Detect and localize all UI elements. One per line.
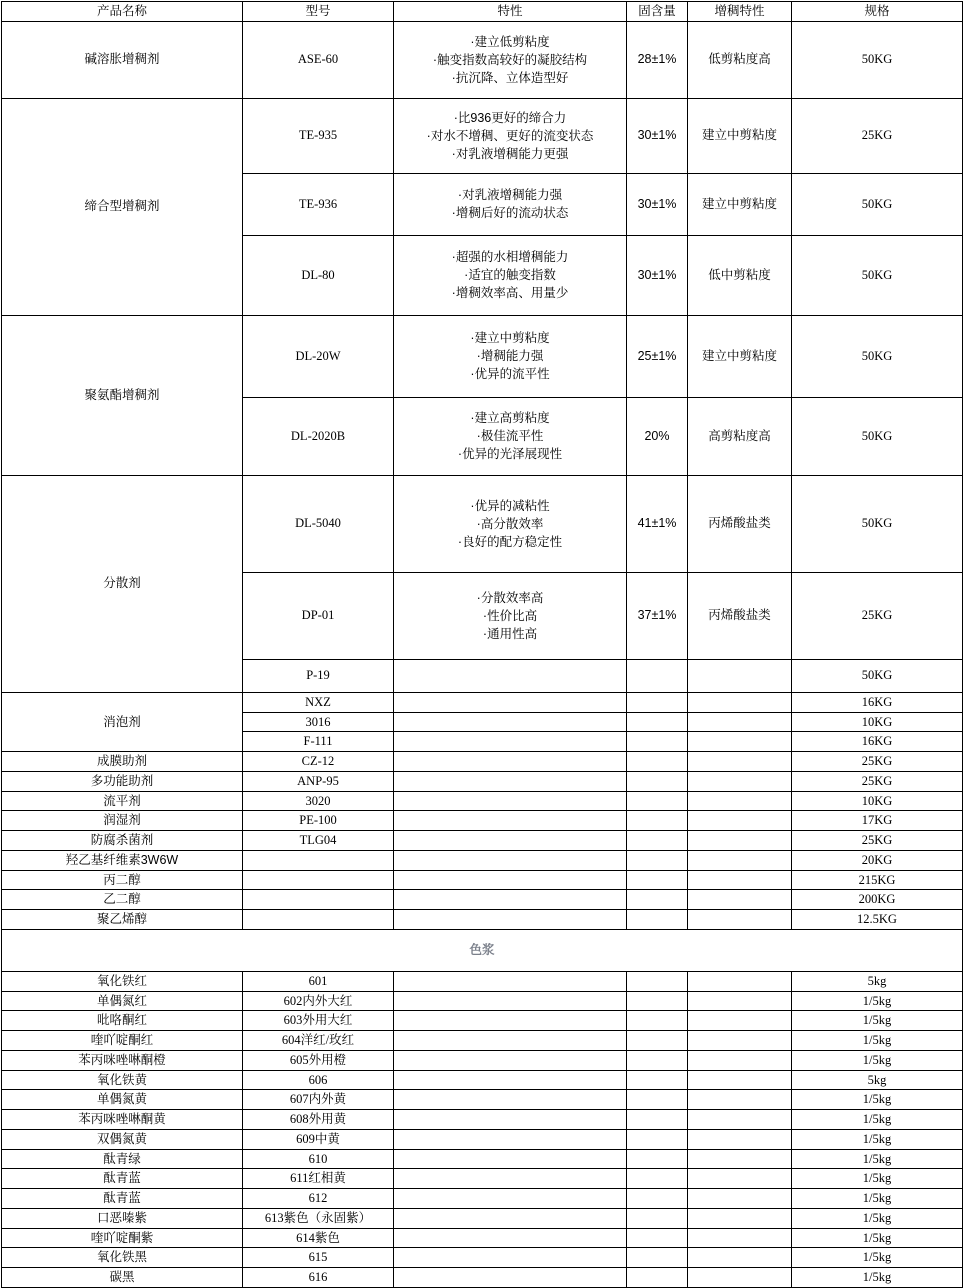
- features-cell: [394, 1090, 627, 1110]
- table-row: [2, 1268, 963, 1288]
- spec-cell: 1/5kg: [792, 1090, 963, 1110]
- model-cell: 601: [243, 971, 394, 991]
- product-group-cell: 成膜助剂: [2, 752, 243, 772]
- feature-list: [396, 589, 624, 643]
- table-row: [2, 1011, 963, 1031]
- product-table: [1, 1, 963, 1288]
- solid-content-cell: [627, 732, 688, 752]
- feature-line: ·建立高剪粘度: [470, 411, 550, 426]
- thicken-property-cell: [688, 831, 792, 851]
- feature-list: [396, 33, 624, 87]
- solid-content-cell: 28±1%: [627, 21, 688, 98]
- features-cell: [394, 572, 627, 659]
- model-cell: 611红相黄: [243, 1169, 394, 1189]
- feature-list: [396, 186, 624, 222]
- features-cell: [394, 1129, 627, 1149]
- thicken-property-cell: 低剪粘度高: [688, 21, 792, 98]
- model-cell: 616: [243, 1268, 394, 1288]
- thicken-property-cell: [688, 712, 792, 732]
- model-cell: ANP-95: [243, 771, 394, 791]
- product-group-cell: 分散剂: [2, 475, 243, 692]
- product-group-cell: 聚乙烯醇: [2, 910, 243, 930]
- features-cell: [394, 173, 627, 235]
- solid-content-cell: [627, 1011, 688, 1031]
- model-cell: TE-935: [243, 98, 394, 173]
- thicken-property-cell: [688, 811, 792, 831]
- model-cell: 614紫色: [243, 1228, 394, 1248]
- thicken-property-cell: 建立中剪粘度: [688, 98, 792, 173]
- features-cell: [394, 1011, 627, 1031]
- feature-list: [396, 329, 624, 383]
- spec-cell: 5kg: [792, 971, 963, 991]
- solid-content-cell: [627, 1110, 688, 1130]
- feature-line: ·优异的光泽展现性: [457, 447, 563, 462]
- model-cell: [243, 890, 394, 910]
- solid-content-cell: [627, 971, 688, 991]
- feature-list: [396, 497, 624, 551]
- table-row: [2, 1070, 963, 1090]
- feature-line: ·建立中剪粘度: [470, 331, 550, 346]
- pigment-name-cell: 喹吖啶酮紫: [2, 1228, 243, 1248]
- features-cell: [394, 1248, 627, 1268]
- pigment-name-cell: 氧化铁黄: [2, 1070, 243, 1090]
- features-cell: [394, 791, 627, 811]
- solid-content-cell: 20%: [627, 397, 688, 475]
- spec-cell: 1/5kg: [792, 1228, 963, 1248]
- solid-content-cell: [627, 712, 688, 732]
- thicken-property-cell: 高剪粘度高: [688, 397, 792, 475]
- thicken-property-cell: [688, 991, 792, 1011]
- spec-cell: 50KG: [792, 397, 963, 475]
- table-row: [2, 1031, 963, 1051]
- spec-cell: 1/5kg: [792, 1031, 963, 1051]
- thicken-property-cell: 低中剪粘度: [688, 235, 792, 315]
- spec-cell: 50KG: [792, 21, 963, 98]
- table-row: [2, 1208, 963, 1228]
- spec-cell: 1/5kg: [792, 1129, 963, 1149]
- features-cell: [394, 831, 627, 851]
- thicken-property-cell: [688, 890, 792, 910]
- thicken-property-cell: [688, 1268, 792, 1288]
- thicken-property-cell: [688, 1189, 792, 1209]
- pigment-name-cell: 双偶氮黄: [2, 1129, 243, 1149]
- pigment-name-cell: 苯丙咪唑啉酮橙: [2, 1050, 243, 1070]
- table-row: [2, 831, 963, 851]
- table-row: [2, 1169, 963, 1189]
- spec-cell: 17KG: [792, 811, 963, 831]
- features-cell: [394, 752, 627, 772]
- feature-line: ·比936更好的缔合力: [453, 110, 567, 125]
- solid-content-cell: 30±1%: [627, 173, 688, 235]
- spec-cell: 25KG: [792, 771, 963, 791]
- thicken-property-cell: 建立中剪粘度: [688, 173, 792, 235]
- features-cell: [394, 732, 627, 752]
- thicken-property-cell: 建立中剪粘度: [688, 315, 792, 397]
- solid-content-cell: [627, 692, 688, 712]
- spec-cell: 16KG: [792, 732, 963, 752]
- thicken-property-cell: [688, 1031, 792, 1051]
- solid-content-cell: [627, 1189, 688, 1209]
- thicken-property-cell: [688, 1228, 792, 1248]
- feature-line: ·超强的水相增稠能力: [451, 250, 569, 265]
- feature-line: ·抗沉降、立体造型好: [451, 70, 569, 85]
- table-row: [2, 752, 963, 772]
- solid-content-cell: [627, 831, 688, 851]
- column-header-0: 产品名称: [2, 2, 243, 22]
- table-row: [2, 1110, 963, 1130]
- thicken-property-cell: [688, 771, 792, 791]
- solid-content-cell: [627, 811, 688, 831]
- table-row: [2, 910, 963, 930]
- spec-cell: 1/5kg: [792, 1268, 963, 1288]
- feature-line: ·对水不增稠、更好的流变状态: [426, 128, 594, 143]
- table-row: [2, 791, 963, 811]
- features-cell: [394, 1189, 627, 1209]
- table-row: [2, 850, 963, 870]
- feature-line: ·适宜的触变指数: [464, 268, 556, 283]
- solid-content-cell: [627, 1248, 688, 1268]
- solid-content-cell: [627, 1208, 688, 1228]
- model-cell: F-111: [243, 732, 394, 752]
- model-cell: 603外用大红: [243, 1011, 394, 1031]
- pigment-name-cell: 喹吖啶酮红: [2, 1031, 243, 1051]
- solid-content-cell: [627, 1129, 688, 1149]
- thicken-property-cell: [688, 1050, 792, 1070]
- model-cell: 612: [243, 1189, 394, 1209]
- thicken-property-cell: [688, 1248, 792, 1268]
- product-group-cell: 流平剂: [2, 791, 243, 811]
- thicken-property-cell: [688, 910, 792, 930]
- table-row: [2, 811, 963, 831]
- feature-line: ·建立低剪粘度: [470, 34, 550, 49]
- table-row: [2, 890, 963, 910]
- features-cell: [394, 1031, 627, 1051]
- features-cell: [394, 98, 627, 173]
- solid-content-cell: [627, 1228, 688, 1248]
- table-row: [2, 971, 963, 991]
- features-cell: [394, 1228, 627, 1248]
- thicken-property-cell: 丙烯酸盐类: [688, 475, 792, 572]
- solid-content-cell: [627, 771, 688, 791]
- feature-line: ·分散效率高: [476, 590, 544, 605]
- spec-cell: 1/5kg: [792, 1248, 963, 1268]
- solid-content-cell: [627, 752, 688, 772]
- spec-cell: 1/5kg: [792, 1208, 963, 1228]
- pigment-name-cell: 口恶嗪紫: [2, 1208, 243, 1228]
- thicken-property-cell: [688, 692, 792, 712]
- model-cell: DL-5040: [243, 475, 394, 572]
- model-cell: PE-100: [243, 811, 394, 831]
- model-cell: TE-936: [243, 173, 394, 235]
- spec-cell: 10KG: [792, 712, 963, 732]
- thicken-property-cell: [688, 791, 792, 811]
- model-cell: [243, 850, 394, 870]
- solid-content-cell: [627, 659, 688, 692]
- model-cell: 602内外大红: [243, 991, 394, 1011]
- model-cell: NXZ: [243, 692, 394, 712]
- solid-content-cell: 30±1%: [627, 98, 688, 173]
- table-row: [2, 1149, 963, 1169]
- table-row: [2, 1090, 963, 1110]
- spec-cell: 25KG: [792, 752, 963, 772]
- feature-line: ·极佳流平性: [476, 429, 544, 444]
- features-cell: [394, 692, 627, 712]
- feature-line: ·优异的流平性: [470, 367, 550, 382]
- solid-content-cell: 41±1%: [627, 475, 688, 572]
- thicken-property-cell: [688, 850, 792, 870]
- table-row: [2, 991, 963, 1011]
- features-cell: [394, 659, 627, 692]
- solid-content-cell: [627, 910, 688, 930]
- features-cell: [394, 771, 627, 791]
- table-row: [2, 315, 963, 397]
- model-cell: DL-20W: [243, 315, 394, 397]
- thicken-property-cell: 丙烯酸盐类: [688, 572, 792, 659]
- features-cell: [394, 1268, 627, 1288]
- features-cell: [394, 21, 627, 98]
- spec-cell: 1/5kg: [792, 1149, 963, 1169]
- solid-content-cell: [627, 1090, 688, 1110]
- feature-line: ·触变指数高较好的凝胶结构: [432, 52, 588, 67]
- product-group-cell: 羟乙基纤维素3W6W: [2, 850, 243, 870]
- model-cell: P-19: [243, 659, 394, 692]
- model-cell: 604洋红/玫红: [243, 1031, 394, 1051]
- product-group-cell: 防腐杀菌剂: [2, 831, 243, 851]
- model-cell: 610: [243, 1149, 394, 1169]
- column-header-2: 特性: [394, 2, 627, 22]
- table-row: [2, 870, 963, 890]
- model-cell: DL-80: [243, 235, 394, 315]
- column-header-1: 型号: [243, 2, 394, 22]
- feature-line: ·高分散效率: [476, 516, 544, 531]
- pigment-name-cell: 苯丙咪唑啉酮黄: [2, 1110, 243, 1130]
- table-row: [2, 1129, 963, 1149]
- spec-cell: 16KG: [792, 692, 963, 712]
- features-cell: [394, 1169, 627, 1189]
- pigment-name-cell: 氧化铁黑: [2, 1248, 243, 1268]
- features-cell: [394, 850, 627, 870]
- spec-cell: 25KG: [792, 831, 963, 851]
- product-spec-sheet: [0, 1, 963, 1284]
- section-band-row: [2, 929, 963, 971]
- model-cell: DP-01: [243, 572, 394, 659]
- feature-line: ·通用性高: [482, 626, 538, 641]
- pigment-name-cell: 氧化铁红: [2, 971, 243, 991]
- model-cell: CZ-12: [243, 752, 394, 772]
- solid-content-cell: [627, 791, 688, 811]
- features-cell: [394, 1050, 627, 1070]
- features-cell: [394, 475, 627, 572]
- solid-content-cell: 30±1%: [627, 235, 688, 315]
- column-header-3: 固含量: [627, 2, 688, 22]
- thicken-property-cell: [688, 1011, 792, 1031]
- model-cell: 608外用黄: [243, 1110, 394, 1130]
- column-header-4: 增稠特性: [688, 2, 792, 22]
- spec-cell: 1/5kg: [792, 1050, 963, 1070]
- feature-line: ·对乳液增稠能力强: [457, 188, 563, 203]
- table-row: [2, 692, 963, 712]
- features-cell: [394, 1070, 627, 1090]
- features-cell: [394, 811, 627, 831]
- thicken-property-cell: [688, 1169, 792, 1189]
- pigment-name-cell: 单偶氮红: [2, 991, 243, 1011]
- spec-cell: 1/5kg: [792, 1011, 963, 1031]
- solid-content-cell: [627, 1070, 688, 1090]
- spec-cell: 50KG: [792, 235, 963, 315]
- product-group-cell: 消泡剂: [2, 692, 243, 751]
- spec-cell: 10KG: [792, 791, 963, 811]
- solid-content-cell: 25±1%: [627, 315, 688, 397]
- table-header-row: [2, 2, 963, 22]
- feature-line: ·增稠能力强: [476, 349, 544, 364]
- thicken-property-cell: [688, 1090, 792, 1110]
- pigment-name-cell: 吡咯酮红: [2, 1011, 243, 1031]
- model-cell: 605外用橙: [243, 1050, 394, 1070]
- spec-cell: 215KG: [792, 870, 963, 890]
- solid-content-cell: [627, 1268, 688, 1288]
- solid-content-cell: [627, 890, 688, 910]
- feature-list: [396, 109, 624, 163]
- features-cell: [394, 397, 627, 475]
- solid-content-cell: [627, 1050, 688, 1070]
- features-cell: [394, 1110, 627, 1130]
- feature-list: [396, 248, 624, 302]
- thicken-property-cell: [688, 1149, 792, 1169]
- spec-cell: 12.5KG: [792, 910, 963, 930]
- table-row: [2, 1248, 963, 1268]
- product-group-cell: 丙二醇: [2, 870, 243, 890]
- feature-line: ·增稠效率高、用量少: [451, 286, 569, 301]
- features-cell: [394, 235, 627, 315]
- features-cell: [394, 910, 627, 930]
- feature-line: ·增稠后好的流动状态: [451, 206, 569, 221]
- spec-cell: 1/5kg: [792, 1169, 963, 1189]
- product-group-cell: 缔合型增稠剂: [2, 98, 243, 315]
- features-cell: [394, 712, 627, 732]
- model-cell: 615: [243, 1248, 394, 1268]
- product-table-body: [2, 2, 963, 1288]
- spec-cell: 1/5kg: [792, 1110, 963, 1130]
- spec-cell: 50KG: [792, 659, 963, 692]
- spec-cell: 200KG: [792, 890, 963, 910]
- model-cell: [243, 910, 394, 930]
- product-group-cell: 碱溶胀增稠剂: [2, 21, 243, 98]
- model-cell: 607内外黄: [243, 1090, 394, 1110]
- spec-cell: 50KG: [792, 173, 963, 235]
- solid-content-cell: [627, 1031, 688, 1051]
- model-cell: 3016: [243, 712, 394, 732]
- spec-cell: 50KG: [792, 475, 963, 572]
- spec-cell: 1/5kg: [792, 991, 963, 1011]
- solid-content-cell: [627, 850, 688, 870]
- spec-cell: 5kg: [792, 1070, 963, 1090]
- pigment-name-cell: 单偶氮黄: [2, 1090, 243, 1110]
- thicken-property-cell: [688, 1070, 792, 1090]
- features-cell: [394, 870, 627, 890]
- product-group-cell: 润湿剂: [2, 811, 243, 831]
- thicken-property-cell: [688, 659, 792, 692]
- pigment-name-cell: 碳黑: [2, 1268, 243, 1288]
- model-cell: TLG04: [243, 831, 394, 851]
- model-cell: 606: [243, 1070, 394, 1090]
- thicken-property-cell: [688, 971, 792, 991]
- solid-content-cell: [627, 1169, 688, 1189]
- table-row: [2, 1050, 963, 1070]
- model-cell: 613紫色（永固紫）: [243, 1208, 394, 1228]
- features-cell: [394, 1208, 627, 1228]
- thicken-property-cell: [688, 1129, 792, 1149]
- solid-content-cell: [627, 1149, 688, 1169]
- table-row: [2, 21, 963, 98]
- spec-cell: 25KG: [792, 572, 963, 659]
- feature-list: [396, 409, 624, 463]
- thicken-property-cell: [688, 870, 792, 890]
- product-group-cell: 乙二醇: [2, 890, 243, 910]
- product-group-cell: 聚氨酯增稠剂: [2, 315, 243, 475]
- thicken-property-cell: [688, 732, 792, 752]
- feature-line: ·优异的减粘性: [470, 498, 550, 513]
- table-row: [2, 475, 963, 572]
- spec-cell: 25KG: [792, 98, 963, 173]
- table-row: [2, 1228, 963, 1248]
- thicken-property-cell: [688, 1110, 792, 1130]
- solid-content-cell: 37±1%: [627, 572, 688, 659]
- feature-line: ·良好的配方稳定性: [457, 534, 563, 549]
- column-header-5: 规格: [792, 2, 963, 22]
- pigment-name-cell: 酞青蓝: [2, 1169, 243, 1189]
- thicken-property-cell: [688, 1208, 792, 1228]
- feature-line: ·对乳液增稠能力更强: [451, 146, 569, 161]
- model-cell: 609中黄: [243, 1129, 394, 1149]
- model-cell: DL-2020B: [243, 397, 394, 475]
- model-cell: ASE-60: [243, 21, 394, 98]
- features-cell: [394, 991, 627, 1011]
- features-cell: [394, 315, 627, 397]
- pigment-name-cell: 酞青蓝: [2, 1189, 243, 1209]
- spec-cell: 1/5kg: [792, 1189, 963, 1209]
- table-row: [2, 98, 963, 173]
- model-cell: 3020: [243, 791, 394, 811]
- model-cell: [243, 870, 394, 890]
- features-cell: [394, 971, 627, 991]
- spec-cell: 50KG: [792, 315, 963, 397]
- feature-line: ·性价比高: [482, 608, 538, 623]
- table-row: [2, 771, 963, 791]
- spec-cell: 20KG: [792, 850, 963, 870]
- features-cell: [394, 890, 627, 910]
- product-group-cell: 多功能助剂: [2, 771, 243, 791]
- table-row: [2, 1189, 963, 1209]
- solid-content-cell: [627, 870, 688, 890]
- section-band-title: 色浆: [2, 929, 963, 971]
- pigment-name-cell: 酞青绿: [2, 1149, 243, 1169]
- solid-content-cell: [627, 991, 688, 1011]
- thicken-property-cell: [688, 752, 792, 772]
- features-cell: [394, 1149, 627, 1169]
